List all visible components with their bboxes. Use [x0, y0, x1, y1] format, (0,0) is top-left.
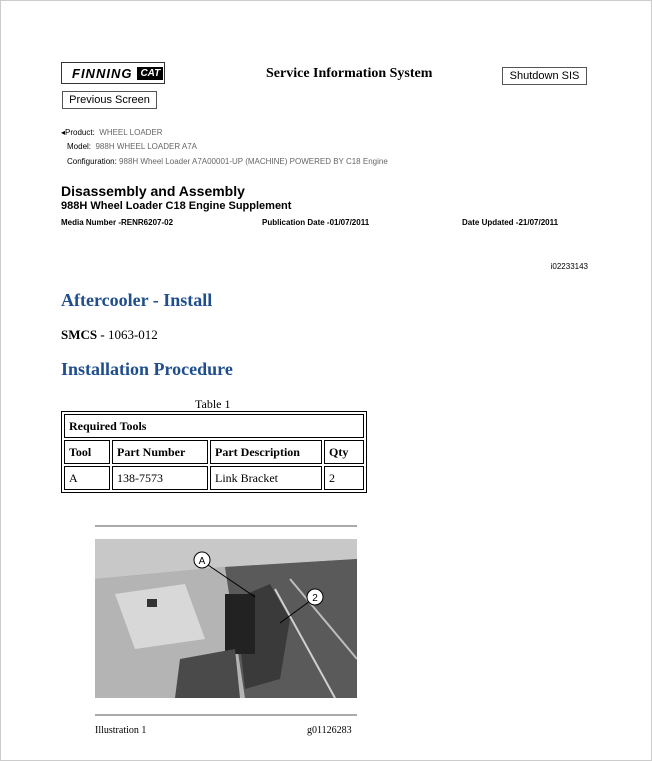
procedure-heading: Installation Procedure	[61, 359, 233, 379]
doc-subtitle: 988H Wheel Loader C18 Engine Supplement	[61, 200, 292, 212]
table-title: Required Tools	[64, 414, 364, 438]
configuration-line: Configuration: 988H Wheel Loader A7A00001-UP (MACHINE) POWERED BY C18 Engine	[67, 157, 388, 166]
illustration-id: g01126283	[307, 725, 352, 736]
back-arrow-icon[interactable]: ◂	[61, 128, 66, 137]
table-row	[64, 466, 364, 490]
table-header-row	[64, 440, 364, 464]
model-line: Model: 988H WHEEL LOADER A7A	[67, 142, 197, 151]
media-number: Media Number -RENR6207-02	[61, 218, 174, 227]
doc-title: Disassembly and Assembly	[61, 183, 245, 199]
smcs-code: SMCS - 1063-012	[61, 327, 158, 342]
table-cell: 2	[324, 466, 364, 490]
illustration-photo	[95, 539, 357, 698]
table-cell: 138-7573	[112, 466, 208, 490]
column-header: Qty	[324, 440, 364, 464]
logo-finning-text: FINNING	[72, 65, 133, 81]
table-title-row	[64, 414, 364, 438]
column-header: Tool	[64, 440, 110, 464]
finning-cat-logo	[61, 62, 165, 84]
shutdown-sis-button[interactable]: Shutdown SIS	[502, 67, 587, 85]
callout-a-label: A	[198, 556, 206, 567]
column-header: Part Description	[210, 440, 322, 464]
table-cell: A	[64, 466, 110, 490]
page-heading: Aftercooler - Install	[61, 290, 213, 310]
column-header: Part Number	[112, 440, 208, 464]
illustration-top-rule	[95, 525, 357, 527]
table-caption: Table 1	[195, 397, 231, 411]
callout-2-label: 2	[312, 593, 318, 604]
required-tools-table	[61, 411, 367, 493]
photo-drawing	[95, 539, 357, 698]
date-updated: Date Updated -21/07/2011	[462, 218, 559, 227]
previous-screen-button[interactable]: Previous Screen	[62, 91, 157, 109]
publication-date: Publication Date -01/07/2011	[262, 218, 370, 227]
logo-cat-text: CAT	[137, 67, 163, 80]
document-id: i02233143	[550, 262, 588, 271]
product-line: ◂Product: WHEEL LOADER	[61, 128, 163, 137]
illustration-bottom-rule	[95, 714, 357, 716]
sis-title: Service Information System	[266, 66, 433, 81]
illustration-label: Illustration 1	[95, 725, 147, 736]
table-cell: Link Bracket	[210, 466, 322, 490]
